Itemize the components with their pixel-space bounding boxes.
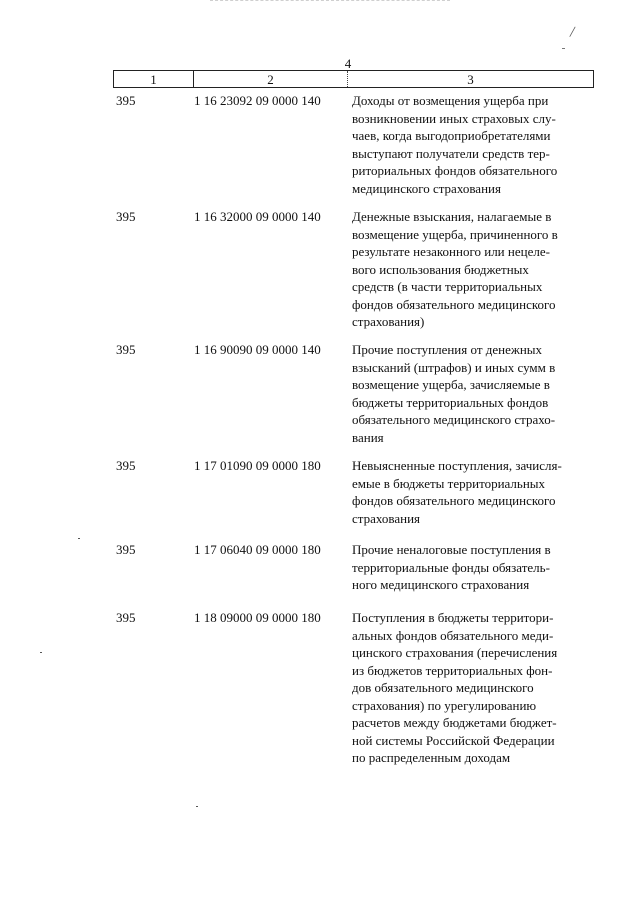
description-line: Денежные взыскания, налагаемые в: [352, 209, 552, 224]
table-row: [116, 341, 594, 446]
description-line: фондов обязательного медицинского: [352, 493, 556, 508]
description-line: из бюджетов территориальных фон-: [352, 662, 553, 678]
row-admin-code: 395: [116, 209, 136, 224]
description-line: риториальных фондов обязательного: [352, 163, 558, 178]
description-line: средств (в части территориальных: [352, 279, 543, 294]
description-line: Поступления в бюджеты территори-: [352, 610, 554, 625]
description-line: фондов обязательного медицинского: [352, 296, 556, 312]
description-line: расчетов между бюджетами бюджет-: [352, 715, 557, 730]
description-line: страхования) по урегулированию: [352, 697, 537, 713]
description-line: выступают получатели средств тер-: [352, 145, 550, 161]
scan-speck: [78, 538, 80, 539]
description-line: ной системы Российской Федерации: [352, 732, 555, 748]
description-line: бюджеты территориальных фондов: [352, 394, 549, 410]
description-line: медицинского страхования: [352, 180, 501, 196]
description-line: вого использования бюджетных: [352, 261, 529, 277]
description-line: Доходы от возмещения ущерба при: [352, 93, 549, 108]
row-description: [350, 609, 594, 767]
description-line: возмещение ущерба, причиненного в: [352, 226, 558, 242]
row-description: [350, 341, 594, 446]
scan-speck: [40, 652, 42, 653]
scan-speck: [196, 806, 198, 807]
table-header-col-2: 2: [194, 71, 348, 87]
description-line: чаев, когда выгодоприобретателями: [352, 128, 551, 143]
page-number: 4: [344, 56, 352, 71]
row-admin-code: 395: [116, 458, 136, 473]
row-budget-classification-code: 1 16 23092 09 0000 140: [194, 93, 321, 108]
corner-dot-mark: [562, 48, 565, 49]
description-line: вания: [352, 429, 384, 445]
row-admin-code: 395: [116, 342, 136, 357]
description-line: возникновении иных страховых слу-: [352, 110, 556, 126]
table-header-row: [113, 70, 594, 88]
row-budget-classification-code: 1 16 90090 09 0000 140: [194, 342, 321, 357]
row-budget-classification-code: 1 17 06040 09 0000 180: [194, 542, 321, 557]
table-row: [116, 457, 594, 527]
description-line: результате незаконного или нецеле-: [352, 244, 550, 259]
description-line: Невыясненные поступления, зачисля-: [352, 458, 562, 473]
description-line: страхования): [352, 314, 425, 329]
row-budget-classification-code: 1 16 32000 09 0000 140: [194, 209, 321, 224]
row-budget-classification-code: 1 17 01090 09 0000 180: [194, 458, 321, 473]
table-header-col-1: 1: [114, 71, 194, 87]
table-row: [116, 208, 594, 331]
description-line: обязательного медицинского страхо-: [352, 412, 556, 427]
description-line: страхования: [352, 510, 421, 526]
row-budget-classification-code: 1 18 09000 09 0000 180: [194, 610, 321, 625]
scan-top-edge-mark: [210, 0, 450, 3]
description-line: по распределенным доходам: [352, 750, 511, 765]
description-line: территориальные фонды обязатель-: [352, 559, 550, 575]
row-admin-code: 395: [116, 542, 136, 557]
corner-handwritten-mark: /: [568, 23, 576, 42]
description-line: возмещение ущерба, зачисляемые в: [352, 377, 550, 392]
row-description: [350, 208, 594, 331]
description-line: цинского страхования (перечисления: [352, 645, 558, 660]
table-row: [116, 541, 594, 594]
row-admin-code: 395: [116, 610, 136, 625]
row-admin-code: 395: [116, 93, 136, 108]
table-header-col-3: 3: [467, 71, 474, 87]
description-line: альных фондов обязательного меди-: [352, 627, 554, 643]
row-description: [350, 541, 594, 594]
row-description: [350, 457, 594, 527]
table-row: [116, 609, 594, 767]
description-line: ного медицинского страхования: [352, 577, 530, 592]
description-line: дов обязательного медицинского: [352, 680, 534, 695]
table-row: [116, 92, 594, 197]
description-line: емые в бюджеты территориальных: [352, 475, 546, 491]
description-line: Прочие неналоговые поступления в: [352, 542, 551, 557]
row-description: [350, 92, 594, 197]
description-line: взысканий (штрафов) и иных сумм в: [352, 359, 556, 375]
description-line: Прочие поступления от денежных: [352, 342, 543, 357]
